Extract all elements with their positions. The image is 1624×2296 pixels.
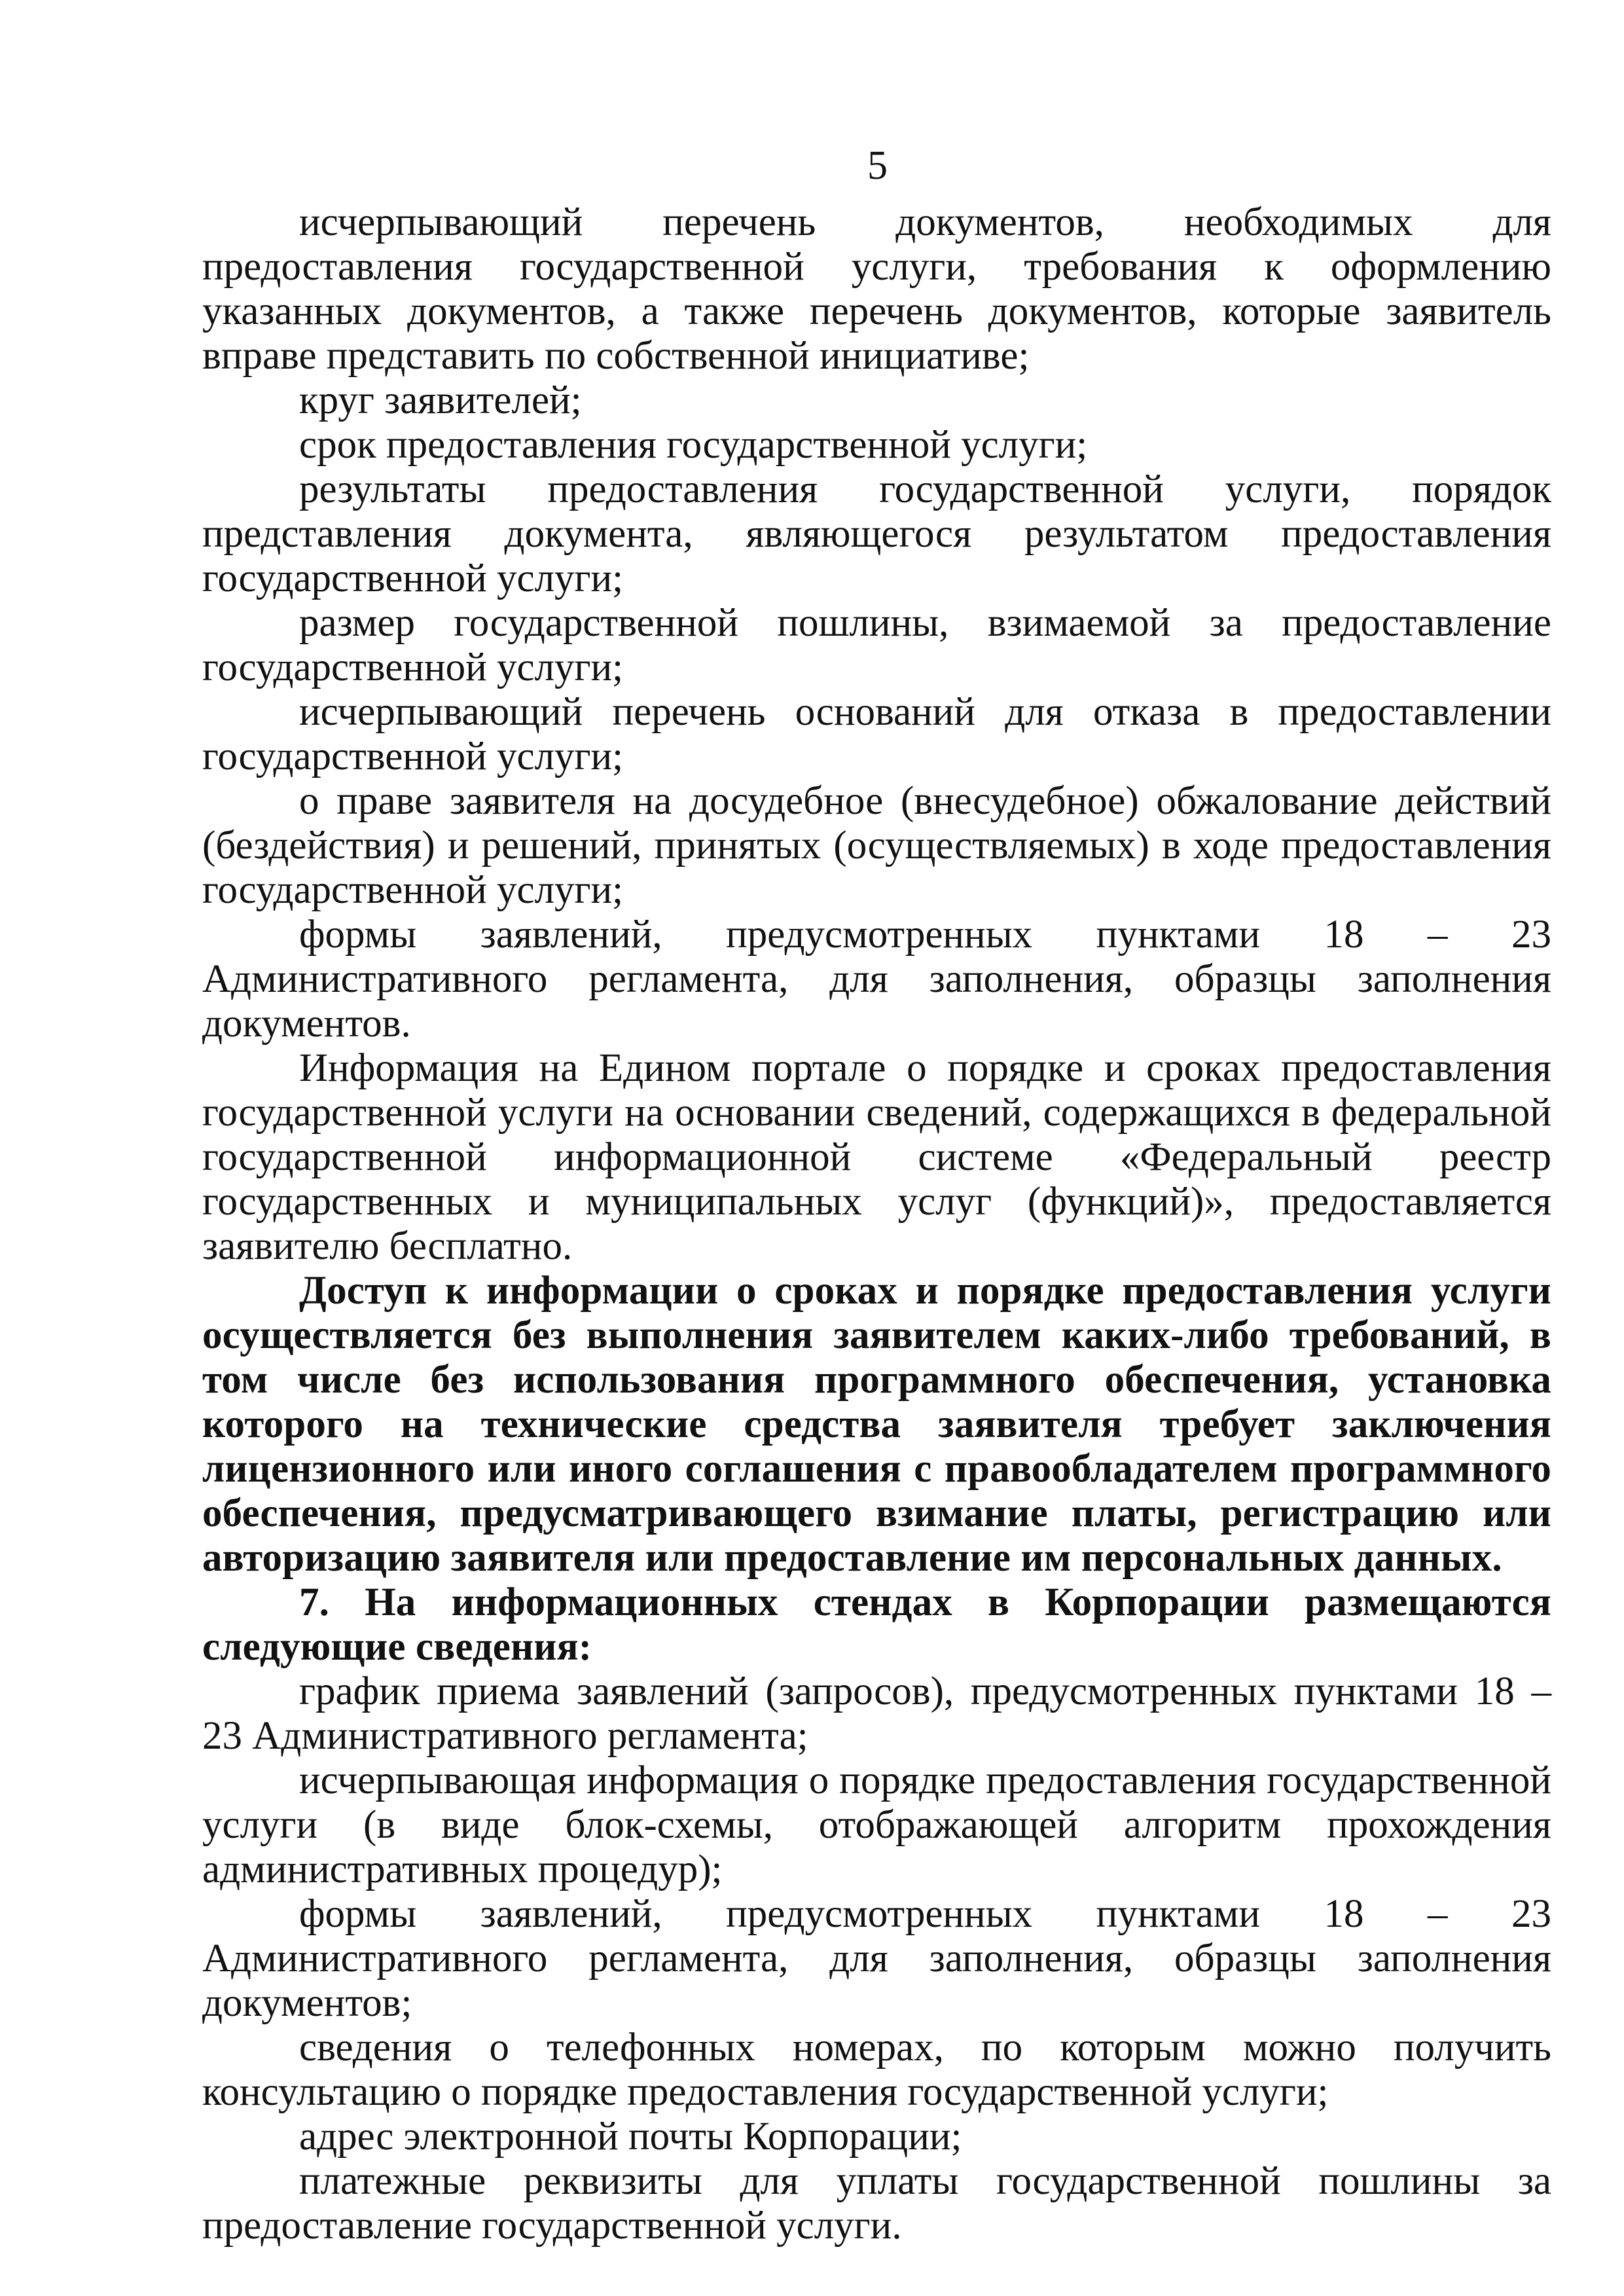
page-number: 5 — [867, 143, 888, 188]
paragraph-application-forms: формы заявлений, предусмотренных пунктами 18 – 23 Административного регламента, для заполнения, образцы заполнения документов. — [202, 913, 1551, 1046]
paragraph-state-fee: размер государственной пошлины, взимаемой за предоставление государственной услуги; — [202, 601, 1551, 689]
paragraph-forms-samples: формы заявлений, предусмотренных пунктами 18 – 23 Административного регламента, для заполнения, образцы заполнения документов; — [202, 1892, 1551, 2025]
paragraph-service-results: результаты предоставления государственной услуги, порядок представления документа, являющегося результатом предоставления государственной услуги; — [202, 467, 1551, 600]
paragraph-reception-schedule: график приема заявлений (запросов), предусмотренных пунктами 18 – 23 Административного регламента; — [202, 1669, 1551, 1758]
paragraph-appeal-right: о праве заявителя на досудебное (внесудебное) обжалование действий (бездействия) и решений, принятых (осуществляемых) в ходе предоставления государственной услуги; — [202, 779, 1551, 912]
paragraph-documents-list: исчерпывающий перечень документов, необходимых для предоставления государственной услуги, требования к оформлению указанных документов, а также перечень документов, которые заявитель вправе представить по собственной инициативе; — [202, 200, 1551, 378]
paragraph-information-access: Доступ к информации о сроках и порядке предоставления услуги осуществляется без выполнения заявителем каких-либо требований, в том числе без использования программного обеспечения, установка которого на технические средства заявителя требует заключения лицензионного или иного соглашения с правообладателем программного обеспечения, предусматривающего взимание платы, регистрацию или авторизацию заявителя или предоставление им персональных данных. — [202, 1269, 1551, 1580]
paragraph-email-address: адрес электронной почты Корпорации; — [299, 2115, 962, 2159]
paragraph-refusal-grounds: исчерпывающий перечень оснований для отказа в предоставлении государственной услуги; — [202, 690, 1551, 778]
paragraph-payment-details: платежные реквизиты для уплаты государственной пошлины за предоставление государственной услуги. — [202, 2159, 1551, 2248]
document-body — [202, 200, 1551, 2248]
paragraph-service-term: срок предоставления государственной услуги; — [299, 423, 1088, 467]
paragraph-applicants: круг заявителей; — [299, 378, 582, 422]
paragraph-phone-numbers: сведения о телефонных номерах, по которым можно получить консультацию о порядке предоставления государственной услуги; — [202, 2026, 1551, 2114]
paragraph-portal-information: Информация на Едином портале о порядке и сроках предоставления государственной услуги на основании сведений, содержащихся в федеральной государственной информационной системе «Федеральный реестр государственных и муниципальных услуг (функций)», предоставляется заявителю бесплатно. — [202, 1046, 1551, 1268]
paragraph-section-7: 7. На информационных стендах в Корпорации размещаются следующие сведения: — [202, 1580, 1551, 1669]
paragraph-procedure-information: исчерпывающая информация о порядке предоставления государственной услуги (в виде блок-схемы, отображающей алгоритм прохождения административных процедур); — [202, 1758, 1551, 1891]
